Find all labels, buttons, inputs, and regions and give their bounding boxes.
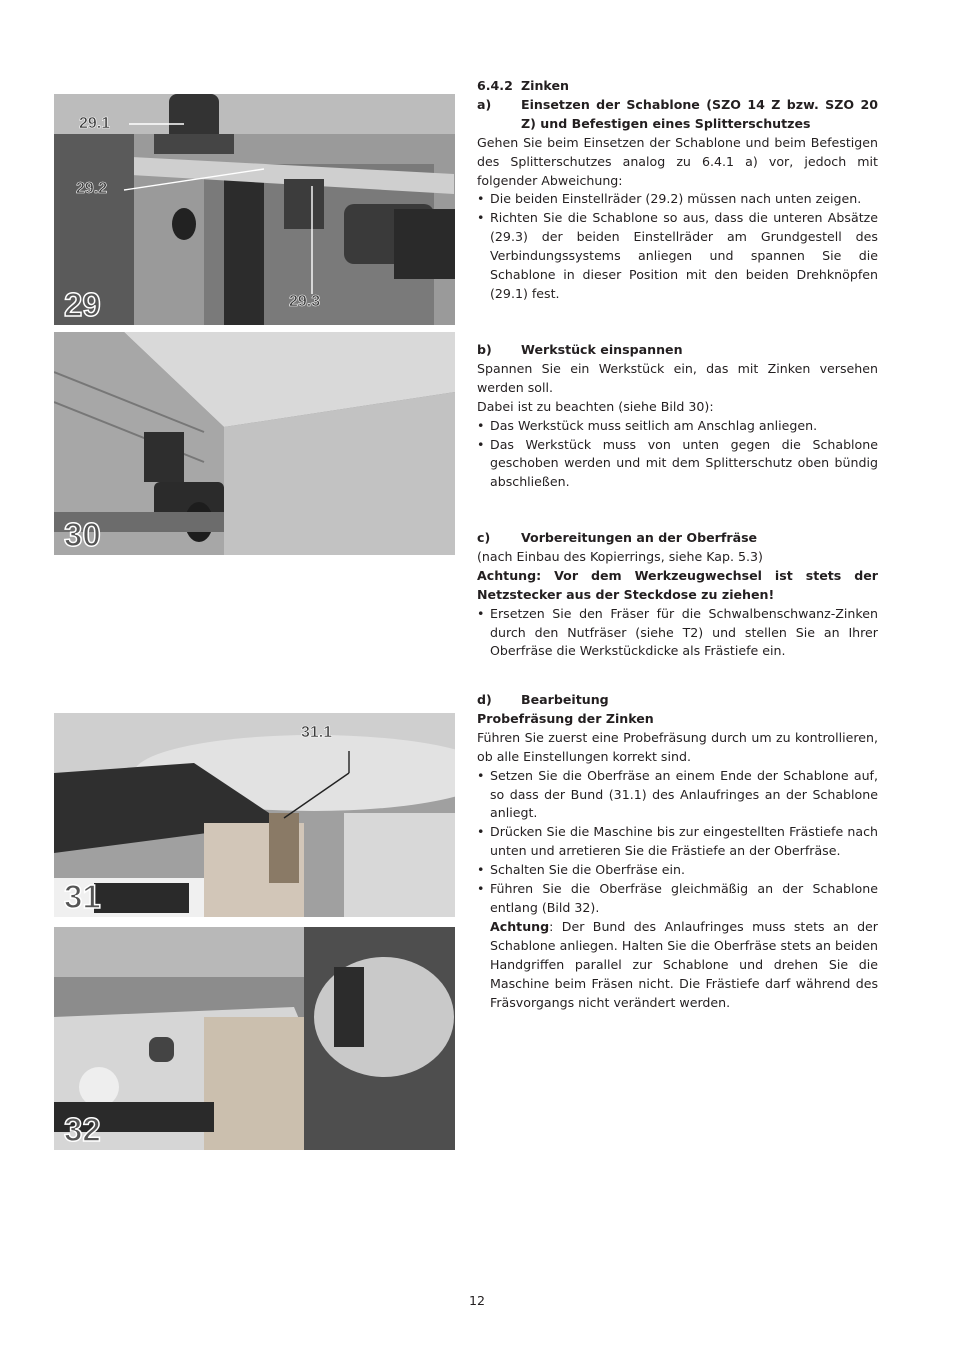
paragraph: Spannen Sie ein Werkstück ein, das mit Zinken versehen werden soll. — [477, 360, 878, 395]
section-a — [477, 77, 878, 304]
subsection-label: d) — [477, 692, 492, 707]
figure-31-photo — [54, 713, 455, 917]
paragraph: (nach Einbau des Kopierrings, siehe Kap. 5.3) — [477, 548, 763, 564]
callout-29-3: 29.3 — [289, 293, 321, 310]
warning-text: Achtung: Vor dem Werkzeugwechsel ist stets der Netzstecker aus der Steckdose zu ziehen! — [477, 567, 878, 602]
callout-31-1: 31.1 — [301, 724, 333, 741]
figure-30-photo — [54, 332, 455, 555]
subsection-label: a) — [477, 96, 492, 112]
figure-32-illustration — [54, 927, 455, 1150]
list-item: • Schalten Sie die Oberfräse ein. — [477, 862, 685, 878]
subsection-b-heading — [477, 341, 878, 360]
list-item: • Richten Sie die Schablone so aus, dass die unteren Absätze (29.3) der beiden Einstellräder am Grundgestell des Verbindungssystems anliegen und spannen Sie die Schablone in dieser Position mit den beiden Drehknöpfen (29.1) fest. — [477, 210, 878, 301]
figure-30-illustration — [54, 332, 455, 555]
figure-31-illustration — [54, 713, 455, 917]
subsection-label: c) — [477, 530, 491, 545]
section-c — [477, 529, 878, 661]
callout-29-2: 29.2 — [76, 180, 108, 197]
paragraph: Dabei ist zu beachten (siehe Bild 30): — [477, 398, 714, 414]
subsection-a-heading — [477, 96, 878, 134]
figure-32-photo — [54, 927, 455, 1150]
subsection-d-heading — [477, 691, 878, 710]
subsection-c-heading — [477, 529, 878, 548]
subsection-label: b) — [477, 342, 492, 357]
section-number: 6.4.2 — [477, 78, 513, 93]
section-d — [477, 691, 878, 1012]
caution-paragraph — [477, 918, 878, 1013]
list-item: • Setzen Sie die Oberfräse an einem Ende der Schablone auf, so dass der Bund (31.1) des Anlaufringes an der Schablone anliegt. — [477, 767, 878, 821]
list-item: • Die beiden Einstellräder (29.2) müssen nach unten zeigen. — [477, 191, 862, 207]
paragraph: Gehen Sie beim Einsetzen der Schablone und beim Befestigen des Splitterschutzes analog zu 6.4.1 a) vor, jedoch mit folgender Abweichung: — [477, 134, 878, 188]
list-item: • Das Werkstück muss von unten gegen die Schablone geschoben werden und mit dem Splitterschutz oben bündig abschließen. — [477, 436, 878, 490]
list-item: • Ersetzen Sie den Fräser für die Schwalbenschwanz-Zinken durch den Nutfräser (siehe T2) und stellen Sie an Ihrer Oberfräse die Werkstückdicke als Frästiefe ein. — [477, 605, 878, 659]
section-heading — [477, 77, 878, 96]
page-number: 12 — [468, 1293, 486, 1308]
figure-number: 30 — [64, 516, 101, 553]
callout-29-1: 29.1 — [79, 115, 111, 132]
list-item: • Führen Sie die Oberfräse gleichmäßig an der Schablone entlang (Bild 32). — [477, 881, 878, 915]
subsection-title: Werkstück einspannen — [521, 342, 683, 357]
paragraph: Führen Sie zuerst eine Probefräsung durch um zu kontrollieren, ob alle Einstellungen korrekt sind. — [477, 729, 878, 764]
list-item: • Das Werkstück muss seitlich am Anschlag anliegen. — [477, 417, 818, 433]
subsection-title: Einsetzen der Schablone (SZO 14 Z bzw. SZO 20 Z) und Befestigen eines Splitterschutzes — [521, 96, 878, 131]
section-b — [477, 341, 878, 492]
figure-29-photo — [54, 94, 455, 325]
figure-number: 29 — [64, 286, 101, 323]
figure-number: 32 — [64, 1111, 101, 1148]
subsection-title: Vorbereitungen an der Oberfräse — [521, 530, 758, 545]
caution-text: : Der Bund des Anlaufringes muss stets an der Schablone anliegen. Halten Sie die Oberfräse stets an beiden Handgriffen parallel zur Schablone und drehen Sie die Maschine beim Fräsen nicht. Die Frästiefe darf während des Fräsvorgangs nicht verändert werden. — [490, 918, 878, 1010]
figure-29-illustration — [54, 94, 455, 325]
list-item: • Drücken Sie die Maschine bis zur eingestellten Frästiefe nach unten und arretieren Sie die Frästiefe an der Oberfräse. — [477, 824, 878, 859]
section-title: Zinken — [521, 78, 569, 93]
caution-label: Achtung — [490, 918, 550, 934]
subsection-title: Bearbeitung — [521, 692, 609, 707]
subheading: Probefräsung der Zinken — [477, 710, 654, 726]
figure-number: 31 — [64, 878, 101, 915]
